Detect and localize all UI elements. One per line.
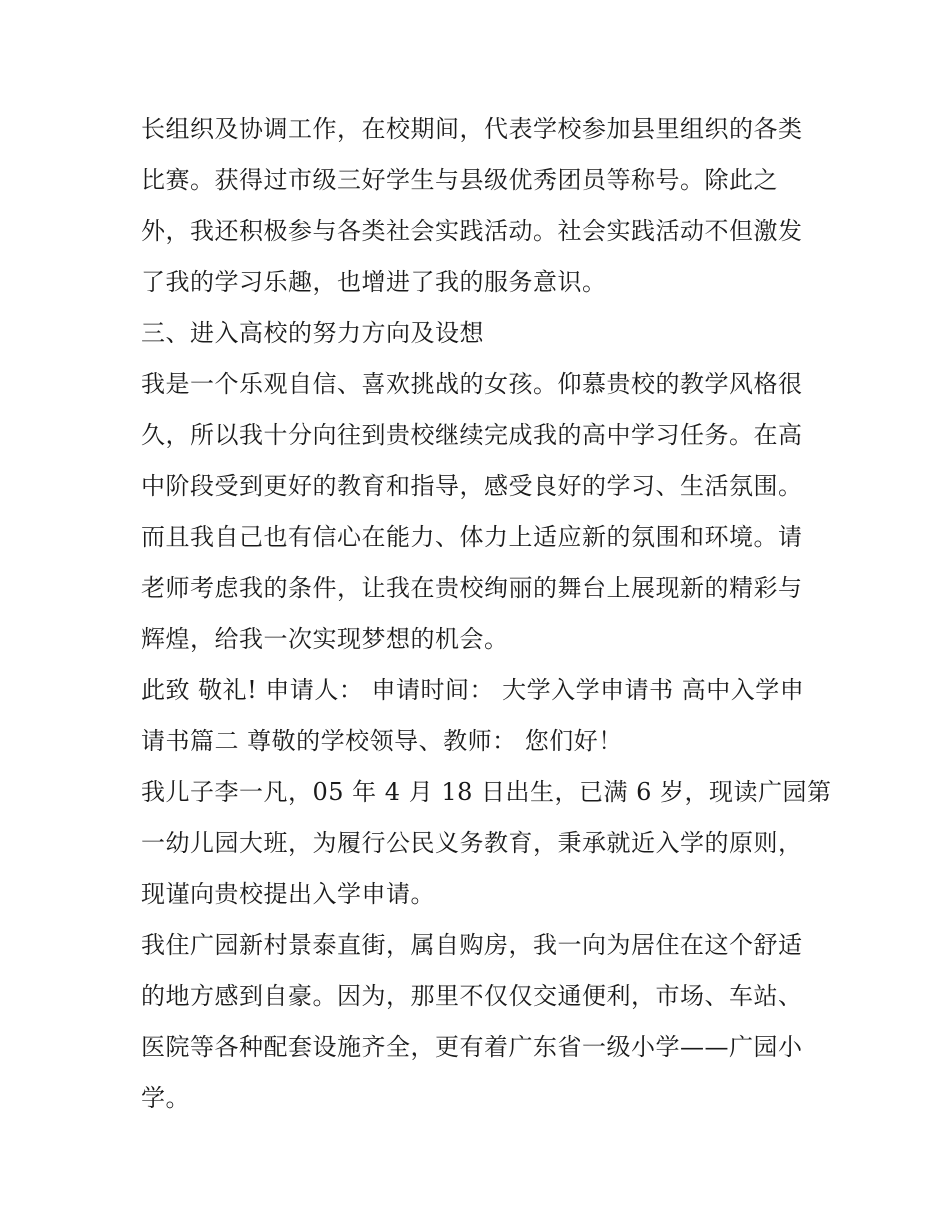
text-line-15: 一幼儿园大班，为履行公民义务教育，秉承就近入学的原则， bbox=[141, 829, 803, 857]
text-line-9: 而且我自己也有信心在能力、体力上适应新的氛围和环境。请 bbox=[141, 523, 803, 551]
text-line-2: 比赛。获得过市级三好学生与县级优秀团员等称号。除此之 bbox=[141, 166, 778, 194]
document-body bbox=[141, 104, 832, 1124]
text-line-19: 医院等各种配套设施齐全，更有着广东省一级小学——广园小 bbox=[141, 1033, 803, 1061]
text-line-3: 外，我还积极参与各类社会实践活动。社会实践活动不但激发 bbox=[141, 217, 803, 245]
text-line-20: 学。 bbox=[141, 1084, 190, 1112]
text-line-11: 辉煌，给我一次实现梦想的机会。 bbox=[141, 625, 509, 653]
text-line-17: 我住广园新村景泰直街，属自购房，我一向为居住在这个舒适 bbox=[141, 931, 803, 959]
text-line-7: 久，所以我十分向往到贵校继续完成我的高中学习任务。在高 bbox=[141, 421, 803, 449]
text-line-13: 请书篇二 尊敬的学校领导、教师： 您们好！ bbox=[141, 727, 623, 755]
text-line-8: 中阶段受到更好的教育和指导，感受良好的学习、生活氛围。 bbox=[141, 472, 803, 500]
text-line-14: 我儿子李一凡，05 年 4 月 18 日出生，已满 6 岁，现读广园第 bbox=[141, 778, 832, 806]
text-line-1: 长组织及协调工作，在校期间，代表学校参加县里组织的各类 bbox=[141, 115, 803, 143]
text-line-4: 了我的学习乐趣，也增进了我的服务意识。 bbox=[141, 268, 607, 296]
section-heading: 三、进入高校的努力方向及设想 bbox=[141, 319, 484, 347]
text-line-18: 的地方感到自豪。因为，那里不仅仅交通便利，市场、车站、 bbox=[141, 982, 803, 1010]
text-line-6: 我是一个乐观自信、喜欢挑战的女孩。仰慕贵校的教学风格很 bbox=[141, 370, 803, 398]
text-line-10: 老师考虑我的条件，让我在贵校绚丽的舞台上展现新的精彩与 bbox=[141, 574, 803, 602]
text-line-12: 此致 敬礼! 申请人： 申请时间： 大学入学申请书 高中入学申 bbox=[141, 676, 805, 704]
text-line-16: 现谨向贵校提出入学申请。 bbox=[141, 880, 435, 908]
